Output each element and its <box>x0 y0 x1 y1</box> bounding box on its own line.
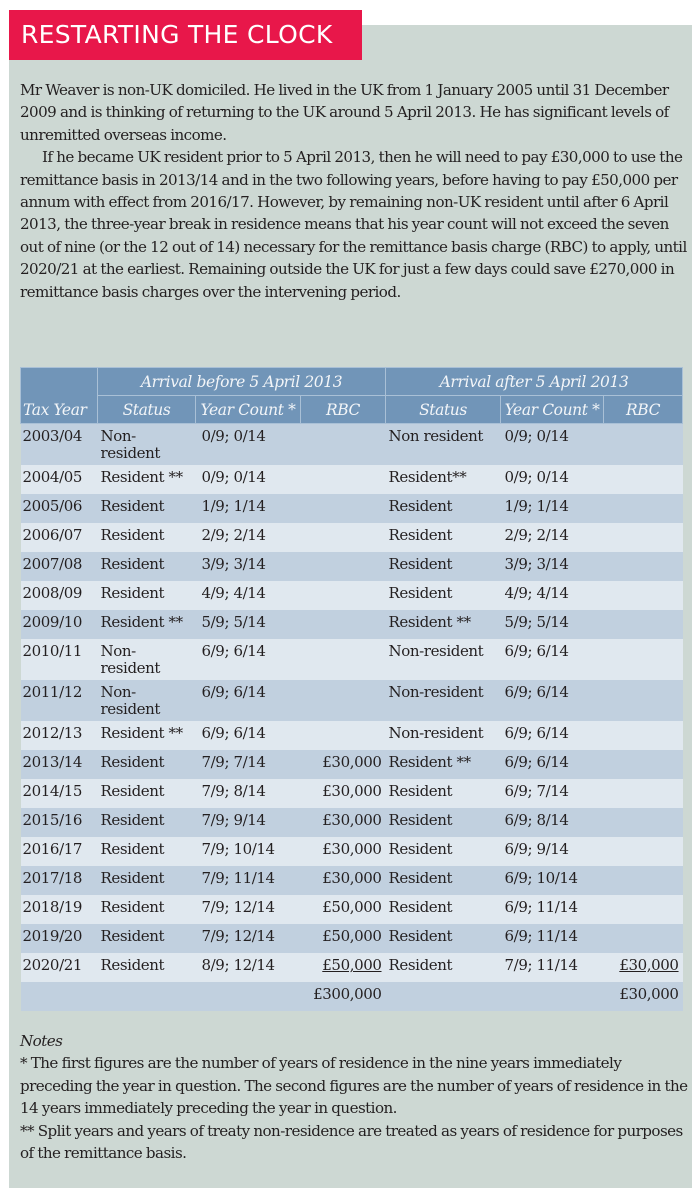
before-status-cell <box>98 721 196 750</box>
tax-year-cell <box>21 581 98 610</box>
before-status-cell-text: Non-resident <box>100 683 161 718</box>
after-rbc-cell <box>604 552 683 581</box>
before-rbc-cell <box>301 721 386 750</box>
before-year-count-cell-text: 4/9; 4/14 <box>201 584 266 602</box>
before-year-count-cell-text: 3/9; 3/14 <box>201 555 266 573</box>
before-status-cell-text: Resident <box>100 811 165 829</box>
tax-year-cell <box>21 680 98 721</box>
after-year-count-cell-text: 6/9; 7/14 <box>504 782 569 800</box>
before-rbc-cell-text: £30,000 <box>322 782 382 800</box>
tax-year-cell-text: 2006/07 <box>22 526 83 544</box>
before-status-cell-text: Resident <box>100 584 165 602</box>
tax-year-cell-text: 2016/17 <box>22 840 83 858</box>
after-rbc-cell <box>604 721 683 750</box>
boxout-title: RESTARTING THE CLOCK <box>9 10 362 60</box>
group-header-after: Arrival after 5 April 2013 <box>386 368 683 396</box>
empty-cell <box>21 982 98 1011</box>
tax-year-cell-text: 2015/16 <box>22 811 83 829</box>
totals-row <box>21 982 683 1011</box>
after-status-cell-text: Resident <box>388 869 453 887</box>
col-header-tax-year: Tax Year <box>21 368 98 424</box>
after-rbc-cell <box>604 808 683 837</box>
before-status-cell-text: Resident <box>100 898 165 916</box>
tax-year-cell-text: 2007/08 <box>22 555 83 573</box>
before-year-count-cell <box>196 494 301 523</box>
after-status-cell-text: Non-resident <box>388 724 484 742</box>
table-row <box>21 866 683 895</box>
before-rbc-cell <box>301 523 386 552</box>
before-status-cell <box>98 610 196 639</box>
before-status-cell <box>98 523 196 552</box>
before-status-cell-text: Resident <box>100 840 165 858</box>
tax-year-cell <box>21 808 98 837</box>
before-status-cell <box>98 924 196 953</box>
after-status-cell <box>386 953 501 982</box>
after-year-count-cell-text: 6/9; 6/14 <box>504 753 569 771</box>
after-year-count-cell-text: 5/9; 5/14 <box>504 613 569 631</box>
table-row <box>21 494 683 523</box>
after-year-count-cell-text: 6/9; 6/14 <box>504 724 569 742</box>
after-status-cell <box>386 721 501 750</box>
after-year-count-cell-text: 7/9; 11/14 <box>504 956 578 974</box>
before-year-count-cell <box>196 610 301 639</box>
after-rbc-cell <box>604 424 683 466</box>
col-header-after-rbc: RBC <box>604 396 683 424</box>
after-rbc-cell <box>604 465 683 494</box>
tax-year-cell-text: 2003/04 <box>22 427 83 445</box>
before-year-count-cell <box>196 924 301 953</box>
table-row <box>21 552 683 581</box>
tax-year-cell-text: 2011/12 <box>22 683 83 701</box>
after-year-count-cell <box>501 552 604 581</box>
after-year-count-cell-text: 0/9; 0/14 <box>504 427 569 445</box>
table-row <box>21 779 683 808</box>
after-year-count-cell <box>501 866 604 895</box>
after-status-cell-text: Non-resident <box>388 683 484 701</box>
before-rbc-cell <box>301 750 386 779</box>
after-year-count-cell <box>501 808 604 837</box>
after-year-count-cell-text: 3/9; 3/14 <box>504 555 569 573</box>
tax-year-cell <box>21 610 98 639</box>
before-rbc-cell <box>301 924 386 953</box>
table-row <box>21 610 683 639</box>
after-status-cell <box>386 465 501 494</box>
after-rbc-cell <box>604 494 683 523</box>
tax-year-cell <box>21 779 98 808</box>
after-status-cell-text: Resident <box>388 898 453 916</box>
tax-year-cell <box>21 494 98 523</box>
before-year-count-cell <box>196 680 301 721</box>
tax-year-cell-text: 2008/09 <box>22 584 83 602</box>
before-status-cell-text: Resident <box>100 526 165 544</box>
before-year-count-cell <box>196 808 301 837</box>
tax-year-cell <box>21 750 98 779</box>
before-rbc-cell <box>301 866 386 895</box>
after-status-cell-text: Resident <box>388 526 453 544</box>
after-year-count-cell <box>501 779 604 808</box>
after-status-cell-text: Resident <box>388 811 453 829</box>
tax-year-cell <box>21 465 98 494</box>
after-status-cell-text: Resident <box>388 840 453 858</box>
before-status-cell <box>98 750 196 779</box>
before-year-count-cell-text: 6/9; 6/14 <box>201 642 266 660</box>
table-row <box>21 808 683 837</box>
before-year-count-cell <box>196 895 301 924</box>
tax-year-cell-text: 2019/20 <box>22 927 83 945</box>
after-rbc-cell <box>604 779 683 808</box>
before-rbc-cell <box>301 581 386 610</box>
table-row <box>21 680 683 721</box>
after-status-cell <box>386 779 501 808</box>
after-status-cell-text: Resident <box>388 927 453 945</box>
after-year-count-cell-text: 6/9; 6/14 <box>504 683 569 701</box>
after-rbc-cell <box>604 639 683 680</box>
tax-year-cell <box>21 953 98 982</box>
after-status-cell <box>386 680 501 721</box>
header-group-row <box>21 368 683 396</box>
after-year-count-cell-text: 6/9; 10/14 <box>504 869 578 887</box>
before-year-count-cell-text: 7/9; 10/14 <box>201 840 275 858</box>
before-year-count-cell-text: 0/9; 0/14 <box>201 468 266 486</box>
tax-year-cell-text: 2018/19 <box>22 898 83 916</box>
before-status-cell-text: Resident ** <box>100 613 183 631</box>
before-year-count-cell-text: 2/9; 2/14 <box>201 526 266 544</box>
col-header-before-year-count: Year Count * <box>196 396 301 424</box>
before-status-cell <box>98 953 196 982</box>
tax-year-cell <box>21 837 98 866</box>
tax-year-cell-text: 2012/13 <box>22 724 83 742</box>
tax-year-cell-text: 2005/06 <box>22 497 83 515</box>
after-rbc-total: £30,000 <box>604 982 683 1011</box>
before-status-cell-text: Resident <box>100 927 165 945</box>
tax-year-cell-text: 2010/11 <box>22 642 83 660</box>
before-status-cell <box>98 837 196 866</box>
tax-year-cell-text: 2013/14 <box>22 753 83 771</box>
after-rbc-cell <box>604 866 683 895</box>
before-year-count-cell <box>196 866 301 895</box>
before-year-count-cell <box>196 581 301 610</box>
after-rbc-cell <box>604 610 683 639</box>
table-row <box>21 750 683 779</box>
before-rbc-cell-text: £30,000 <box>322 753 382 771</box>
before-rbc-cell <box>301 808 386 837</box>
after-rbc-cell <box>604 750 683 779</box>
tax-year-cell-text: 2014/15 <box>22 782 83 800</box>
before-status-cell <box>98 552 196 581</box>
before-status-cell <box>98 779 196 808</box>
before-year-count-cell <box>196 639 301 680</box>
tax-year-cell <box>21 424 98 466</box>
before-year-count-cell <box>196 953 301 982</box>
before-status-cell-text: Resident <box>100 782 165 800</box>
after-year-count-cell <box>501 721 604 750</box>
after-year-count-cell <box>501 610 604 639</box>
before-rbc-cell-text: £30,000 <box>322 869 382 887</box>
before-year-count-cell <box>196 779 301 808</box>
before-status-cell-text: Resident <box>100 869 165 887</box>
empty-cell <box>196 982 301 1011</box>
before-rbc-cell <box>301 610 386 639</box>
after-status-cell-text: Resident <box>388 584 453 602</box>
before-year-count-cell <box>196 837 301 866</box>
tax-year-cell <box>21 866 98 895</box>
before-rbc-cell <box>301 639 386 680</box>
after-year-count-cell <box>501 465 604 494</box>
before-year-count-cell-text: 5/9; 5/14 <box>201 613 266 631</box>
col-header-before-status: Status <box>98 396 196 424</box>
after-year-count-cell-text: 6/9; 11/14 <box>504 898 578 916</box>
after-status-cell-text: Resident <box>388 782 453 800</box>
col-header-after-status: Status <box>386 396 501 424</box>
tax-year-cell-text: 2020/21 <box>22 956 83 974</box>
intro-paragraph-1: Mr Weaver is non-UK domiciled. He lived in the UK from 1 January 2005 until 31 December 2009 and is thinking of returning to the UK around 5 April 2013. He has significant levels of unremitted overseas income. <box>20 81 669 144</box>
after-rbc-cell <box>604 924 683 953</box>
group-header-before: Arrival before 5 April 2013 <box>98 368 386 396</box>
after-status-cell-text: Resident <box>388 956 453 974</box>
after-status-cell <box>386 639 501 680</box>
after-rbc-cell-text: £30,000 <box>619 956 679 974</box>
before-rbc-cell <box>301 895 386 924</box>
after-status-cell-text: Resident <box>388 555 453 573</box>
col-header-after-year-count: Year Count * <box>501 396 604 424</box>
after-status-cell-text: Non resident <box>388 427 484 445</box>
before-status-cell-text: Resident <box>100 497 165 515</box>
before-year-count-cell-text: 7/9; 12/14 <box>201 927 275 945</box>
after-status-cell <box>386 424 501 466</box>
before-rbc-cell-text: £30,000 <box>322 811 382 829</box>
after-year-count-cell <box>501 924 604 953</box>
tax-year-cell <box>21 523 98 552</box>
tax-year-cell <box>21 639 98 680</box>
header-column-row <box>21 396 683 424</box>
after-rbc-cell <box>604 953 683 982</box>
tax-year-cell <box>21 895 98 924</box>
table-row <box>21 424 683 466</box>
empty-cell <box>501 982 604 1011</box>
before-status-cell <box>98 581 196 610</box>
before-rbc-cell <box>301 837 386 866</box>
after-status-cell-text: Resident** <box>388 468 467 486</box>
before-year-count-cell <box>196 523 301 552</box>
before-status-cell-text: Resident <box>100 753 165 771</box>
before-year-count-cell-text: 6/9; 6/14 <box>201 683 266 701</box>
before-rbc-cell-text: £50,000 <box>322 956 382 974</box>
after-status-cell <box>386 581 501 610</box>
tax-year-cell-text: 2017/18 <box>22 869 83 887</box>
after-year-count-cell <box>501 494 604 523</box>
before-year-count-cell-text: 0/9; 0/14 <box>201 427 266 445</box>
empty-cell <box>386 982 501 1011</box>
notes-heading: Notes <box>20 1032 63 1050</box>
after-status-cell <box>386 494 501 523</box>
before-status-cell-text: Resident ** <box>100 468 183 486</box>
after-status-cell-text: Resident ** <box>388 753 471 771</box>
after-rbc-cell <box>604 895 683 924</box>
after-year-count-cell <box>501 680 604 721</box>
after-year-count-cell <box>501 639 604 680</box>
before-rbc-cell <box>301 424 386 466</box>
after-status-cell-text: Resident <box>388 497 453 515</box>
before-year-count-cell-text: 8/9; 12/14 <box>201 956 275 974</box>
after-status-cell <box>386 837 501 866</box>
after-year-count-cell-text: 6/9; 11/14 <box>504 927 578 945</box>
after-rbc-cell <box>604 523 683 552</box>
before-year-count-cell <box>196 465 301 494</box>
note-2: ** Split years and years of treaty non-residence are treated as years of residence for purposes of the remittance basis. <box>20 1121 683 1163</box>
before-status-cell <box>98 639 196 680</box>
tax-year-cell <box>21 552 98 581</box>
before-year-count-cell <box>196 750 301 779</box>
residence-table <box>20 367 683 1011</box>
before-rbc-cell <box>301 494 386 523</box>
empty-cell <box>98 982 196 1011</box>
before-rbc-cell <box>301 552 386 581</box>
before-status-cell-text: Resident <box>100 555 165 573</box>
before-rbc-cell <box>301 465 386 494</box>
table-row <box>21 721 683 750</box>
table-row <box>21 953 683 982</box>
after-year-count-cell <box>501 953 604 982</box>
before-status-cell <box>98 808 196 837</box>
after-status-cell-text: Non-resident <box>388 642 484 660</box>
before-rbc-cell <box>301 779 386 808</box>
after-status-cell <box>386 866 501 895</box>
before-status-cell <box>98 424 196 466</box>
before-rbc-cell <box>301 953 386 982</box>
after-rbc-cell <box>604 837 683 866</box>
after-year-count-cell-text: 0/9; 0/14 <box>504 468 569 486</box>
before-status-cell <box>98 895 196 924</box>
before-status-cell <box>98 680 196 721</box>
table-row <box>21 895 683 924</box>
before-rbc-cell-text: £30,000 <box>322 840 382 858</box>
after-year-count-cell <box>501 424 604 466</box>
after-year-count-cell <box>501 750 604 779</box>
before-year-count-cell-text: 6/9; 6/14 <box>201 724 266 742</box>
before-rbc-cell-text: £50,000 <box>322 927 382 945</box>
after-rbc-cell <box>604 581 683 610</box>
after-status-cell <box>386 750 501 779</box>
after-year-count-cell <box>501 895 604 924</box>
before-year-count-cell-text: 7/9; 9/14 <box>201 811 266 829</box>
table-row <box>21 523 683 552</box>
before-rbc-cell-text: £50,000 <box>322 898 382 916</box>
after-year-count-cell-text: 1/9; 1/14 <box>504 497 569 515</box>
col-header-before-rbc: RBC <box>301 396 386 424</box>
note-1: * The first figures are the number of years of residence in the nine years immediately preceding the year in question. The second figures are the number of years of residence in the 14 years immediately preceding the year in question. <box>20 1054 688 1118</box>
before-year-count-cell-text: 7/9; 11/14 <box>201 869 275 887</box>
intro-text <box>20 79 688 303</box>
after-status-cell-text: Resident ** <box>388 613 471 631</box>
after-year-count-cell-text: 6/9; 9/14 <box>504 840 569 858</box>
before-rbc-total: £300,000 <box>301 982 386 1011</box>
before-status-cell-text: Non-resident <box>100 427 161 462</box>
after-status-cell <box>386 808 501 837</box>
after-year-count-cell-text: 6/9; 8/14 <box>504 811 569 829</box>
table-row <box>21 581 683 610</box>
before-status-cell <box>98 866 196 895</box>
table-row <box>21 465 683 494</box>
tax-year-cell <box>21 721 98 750</box>
before-status-cell-text: Resident <box>100 956 165 974</box>
before-status-cell <box>98 465 196 494</box>
before-status-cell <box>98 494 196 523</box>
tax-year-cell <box>21 924 98 953</box>
before-year-count-cell <box>196 552 301 581</box>
before-year-count-cell-text: 1/9; 1/14 <box>201 497 266 515</box>
intro-paragraph-2: If he became UK resident prior to 5 April 2013, then he will need to pay £30,000 to use the remittance basis in 2013/14 and in the two following years, before having to pay £50,000 per annum with effect from 2016/17. However, by remaining non-UK resident until after 6 April 2013, the three-year break in residence means that his year count will not exceed the seven out of nine (or the 12 out of 14) necessary for the remittance basis charge (RBC) to apply, until 2020/21 at the earliest. Remaining outside the UK for just a few days could save £270,000 in remittance basis charges over the intervening period. <box>20 148 687 301</box>
after-year-count-cell <box>501 523 604 552</box>
before-rbc-cell <box>301 680 386 721</box>
before-year-count-cell <box>196 721 301 750</box>
tax-year-cell-text: 2004/05 <box>22 468 83 486</box>
before-status-cell-text: Non-resident <box>100 642 161 677</box>
tax-year-cell-text: 2009/10 <box>22 613 83 631</box>
table-row <box>21 924 683 953</box>
after-status-cell <box>386 552 501 581</box>
before-year-count-cell <box>196 424 301 466</box>
after-year-count-cell <box>501 581 604 610</box>
before-year-count-cell-text: 7/9; 8/14 <box>201 782 266 800</box>
after-year-count-cell-text: 6/9; 6/14 <box>504 642 569 660</box>
after-status-cell <box>386 610 501 639</box>
before-year-count-cell-text: 7/9; 7/14 <box>201 753 266 771</box>
after-status-cell <box>386 924 501 953</box>
after-year-count-cell-text: 2/9; 2/14 <box>504 526 569 544</box>
notes <box>20 1030 688 1164</box>
table-row <box>21 639 683 680</box>
after-status-cell <box>386 895 501 924</box>
before-year-count-cell-text: 7/9; 12/14 <box>201 898 275 916</box>
after-year-count-cell-text: 4/9; 4/14 <box>504 584 569 602</box>
before-status-cell-text: Resident ** <box>100 724 183 742</box>
table-row <box>21 837 683 866</box>
after-status-cell <box>386 523 501 552</box>
after-rbc-cell <box>604 680 683 721</box>
after-year-count-cell <box>501 837 604 866</box>
